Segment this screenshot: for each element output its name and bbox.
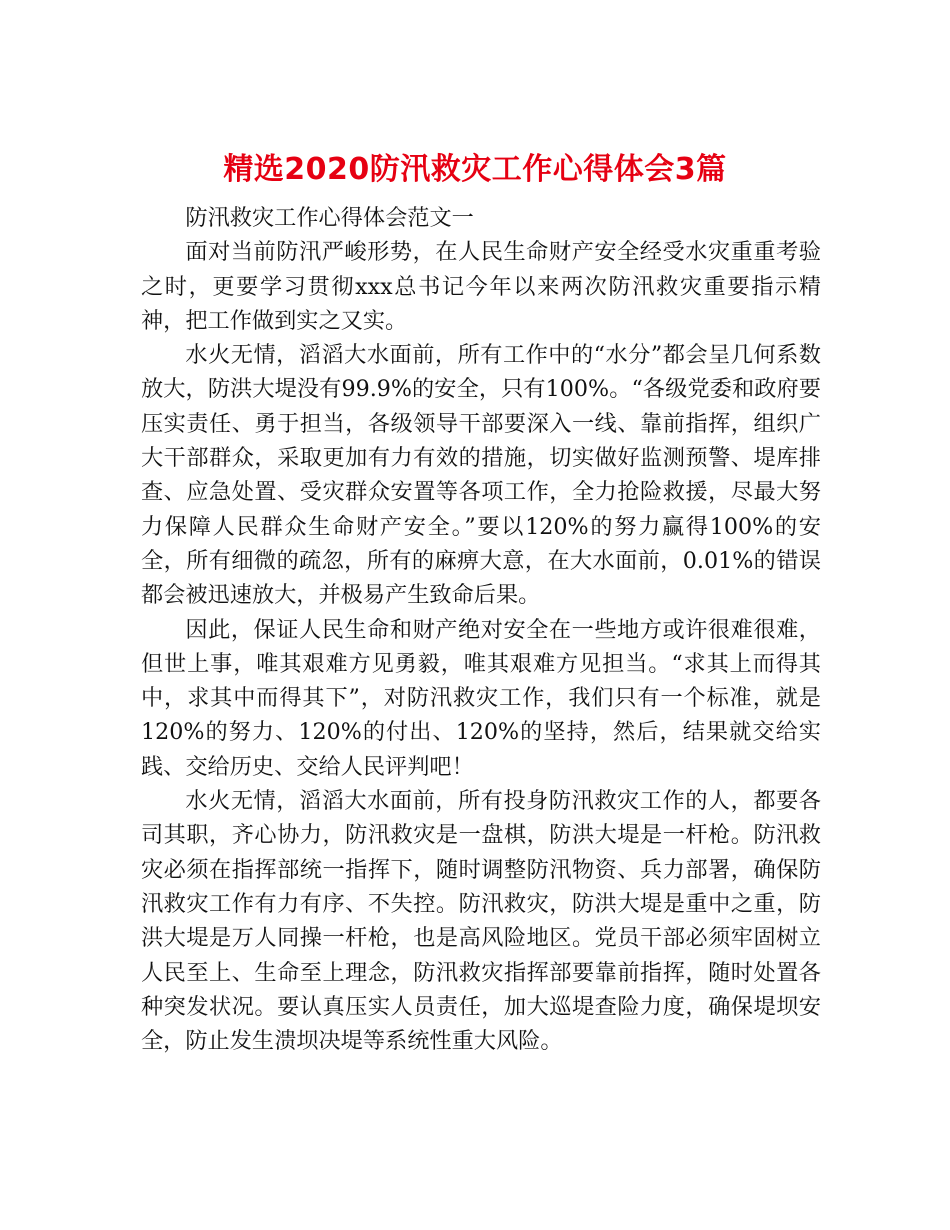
- paragraph-4: 水火无情，滔滔大水面前，所有投身防汛救灾工作的人，都要各司其职，齐心协力，防汛救灾是一盘棋，防洪大堤是一杆枪。防汛救灾必须在指挥部统一指挥下，随时调整防汛物资、兵力部署，确保防汛救灾工作有力有序、不失控。防汛救灾，防洪大堤是重中之重，防洪大堤是万人同操一杆枪，也是高风险地区。党员干部必须牢固树立人民至上、生命至上理念，防汛救灾指挥部要靠前指挥，随时处置各种突发状况。要认真压实人员责任，加大巡堤查险力度，确保堤坝安全，防止发生溃坝决堤等系统性重大风险。: [141, 788, 821, 1055]
- section-heading: 防汛救灾工作心得体会范文一: [185, 205, 474, 231]
- document-body: [141, 201, 821, 1058]
- paragraph-1: 面对当前防汛严峻形势，在人民生命财产安全经受水灾重重考验之时，更要学习贯彻xxx总书记今年以来两次防汛救灾重要指示精神，把工作做到实之又实。: [141, 239, 821, 334]
- paragraph-2: 水火无情，滔滔大水面前，所有工作中的“水分”都会呈几何系数放大，防洪大堤没有99.9%的安全，只有100%。“各级党委和政府要压实责任、勇于担当，各级领导干部要深入一线、靠前指挥，组织广大干部群众，采取更加有力有效的措施，切实做好监测预警、堤库排查、应急处置、受灾群众安置等各项工作，全力抢险救援，尽最大努力保障人民群众生命财产安全。”要以120%的努力赢得100%的安全，所有细微的疏忽，所有的麻痹大意，在大水面前，0.01%的错误都会被迅速放大，并极易产生致命后果。: [141, 342, 821, 609]
- paragraph-3: 因此，保证人民生命和财产绝对安全在一些地方或许很难很难，但世上事，唯其艰难方见勇毅，唯其艰难方见担当。“求其上而得其中，求其中而得其下”，对防汛救灾工作，我们只有一个标准，就是120%的努力、120%的付出、120%的坚持，然后，结果就交给实践、交给历史、交给人民评判吧！: [141, 616, 821, 780]
- document-title: 精选2020防汛救灾工作心得体会3篇: [223, 152, 727, 188]
